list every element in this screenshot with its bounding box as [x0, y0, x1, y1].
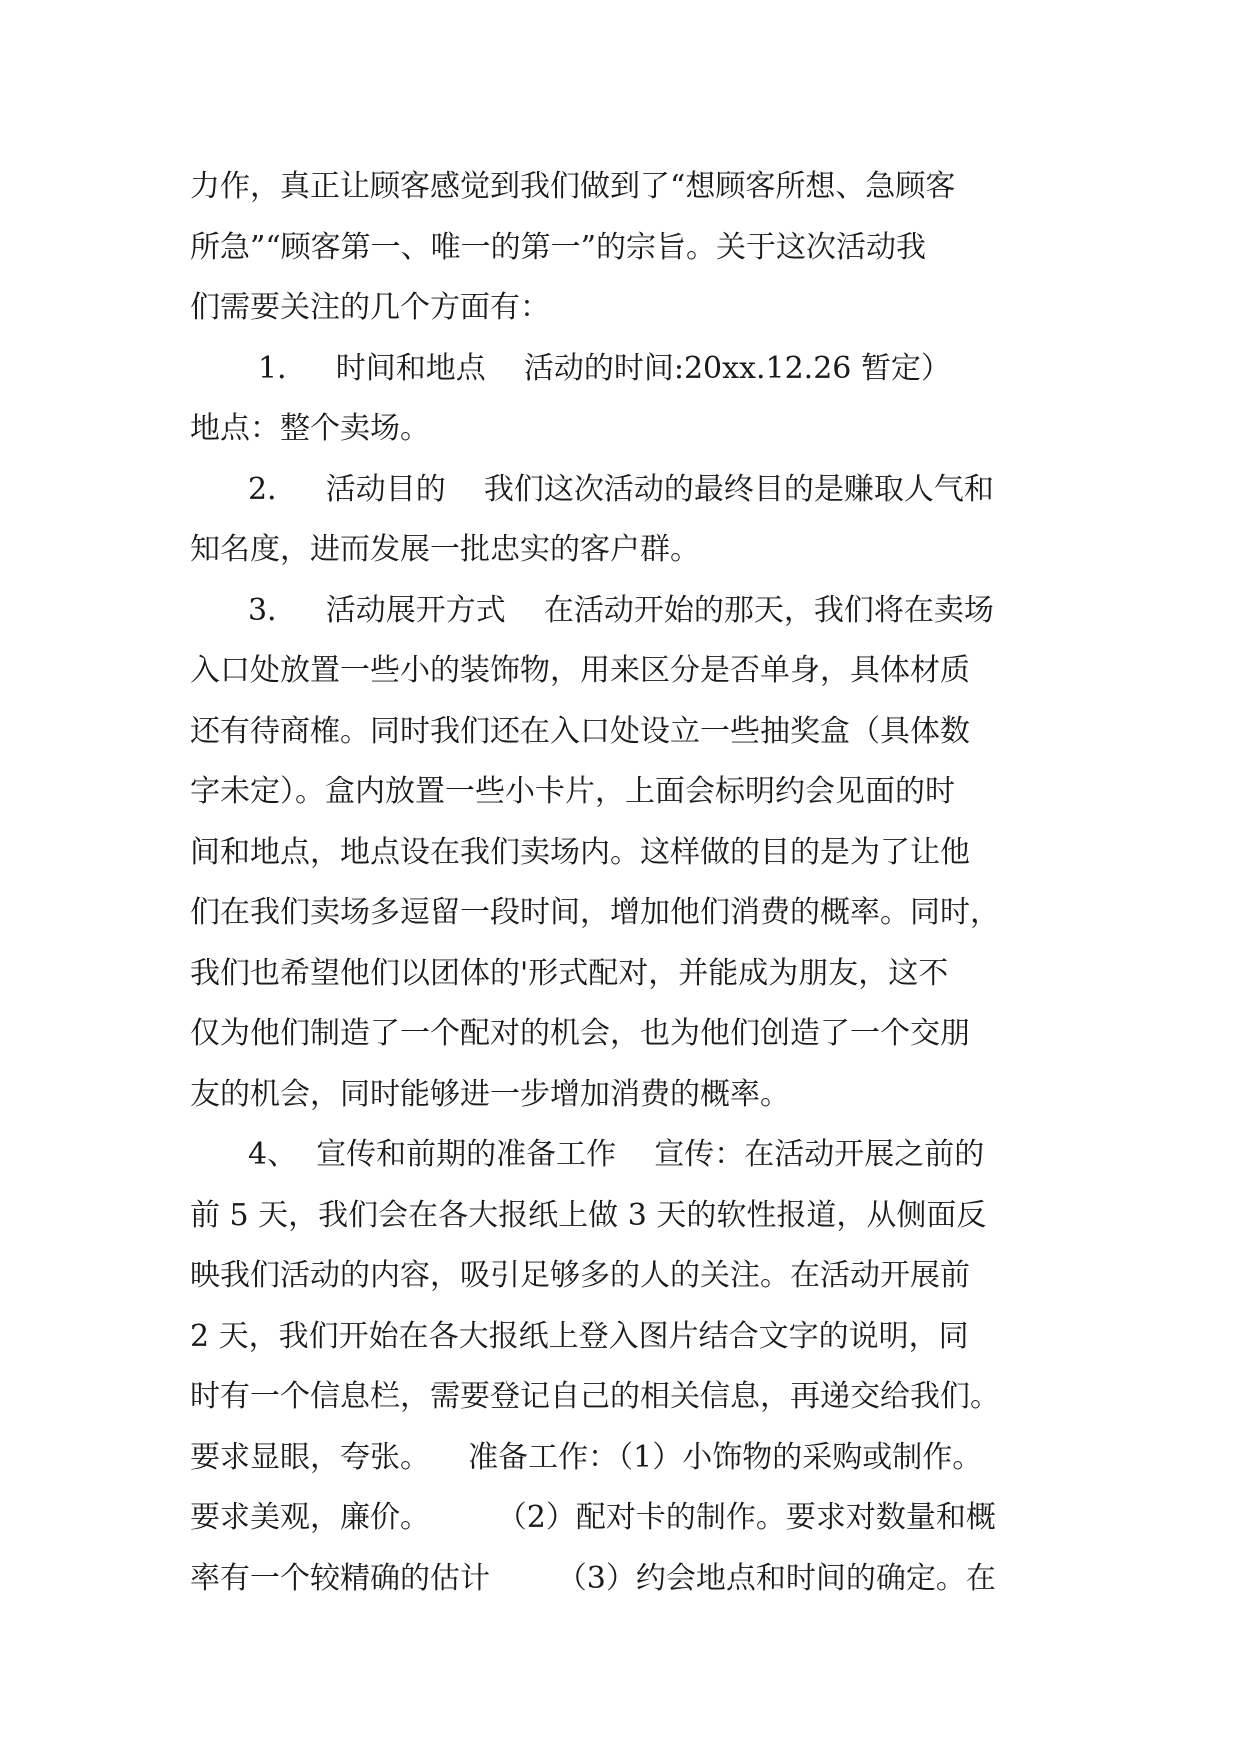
text-line: 要求美观，廉价。 （2）配对卡的制作。要求对数量和概: [190, 1500, 996, 1535]
text-line: 知名度，进而发展一批忠实的客户群。: [190, 532, 700, 567]
text-line: 映我们活动的内容，吸引足够多的人的关注。在活动开展前: [190, 1258, 970, 1293]
text-line: 们在我们卖场多逗留一段时间，增加他们消费的概率。同时，: [190, 895, 1000, 930]
text-line: 入口处放置一些小的装饰物，用来区分是否单身，具体材质: [190, 653, 970, 688]
text-line: 时有一个信息栏，需要登记自己的相关信息，再递交给我们。: [190, 1379, 1000, 1414]
text-line: 间和地点，地点设在我们卖场内。这样做的目的是为了让他: [190, 834, 970, 870]
text-line: 力作，真正让顾客感觉到我们做到了“想顾客所想、急顾客: [190, 169, 956, 204]
text-line: 还有待商榷。同时我们还在入口处设立一些抽奖盒（具体数: [190, 713, 970, 749]
text-line: 4、 宣传和前期的准备工作 宣传：在活动开展之前的: [248, 1137, 985, 1172]
text-line: 们需要关注的几个方面有：: [190, 290, 550, 325]
text-line: 字未定）。盒内放置一些小卡片，上面会标明约会见面的时: [190, 774, 955, 809]
body-text: [190, 157, 1070, 1609]
text-line: 我们也希望他们以团体的'形式配对，并能成为朋友，这不: [190, 955, 949, 991]
text-line: 1． 时间和地点 活动的时间:20xx.12.26 暂定）: [258, 350, 951, 386]
text-line: 友的机会，同时能够进一步增加消费的概率。: [190, 1076, 790, 1112]
text-line: 2 天，我们开始在各大报纸上登入图片结合文字的说明，同: [190, 1318, 969, 1354]
text-line: 2． 活动目的 我们这次活动的最终目的是赚取人气和: [248, 471, 994, 507]
text-line: 所急”“顾客第一、唯一的第一”的宗旨。关于这次活动我: [190, 229, 927, 265]
text-line: 地点：整个卖场。: [190, 411, 430, 446]
text-line: 要求显眼，夸张。 准备工作：（1）小饰物的采购或制作。: [190, 1439, 983, 1475]
text-line: 率有一个较精确的估计 （3）约会地点和时间的确定。在: [190, 1560, 996, 1596]
text-line: 仅为他们制造了一个配对的机会，也为他们创造了一个交朋: [190, 1016, 970, 1051]
text-line: 3． 活动展开方式 在活动开始的那天，我们将在卖场: [248, 592, 994, 628]
text-line: 前 5 天，我们会在各大报纸上做 3 天的软性报道，从侧面反: [190, 1197, 987, 1233]
